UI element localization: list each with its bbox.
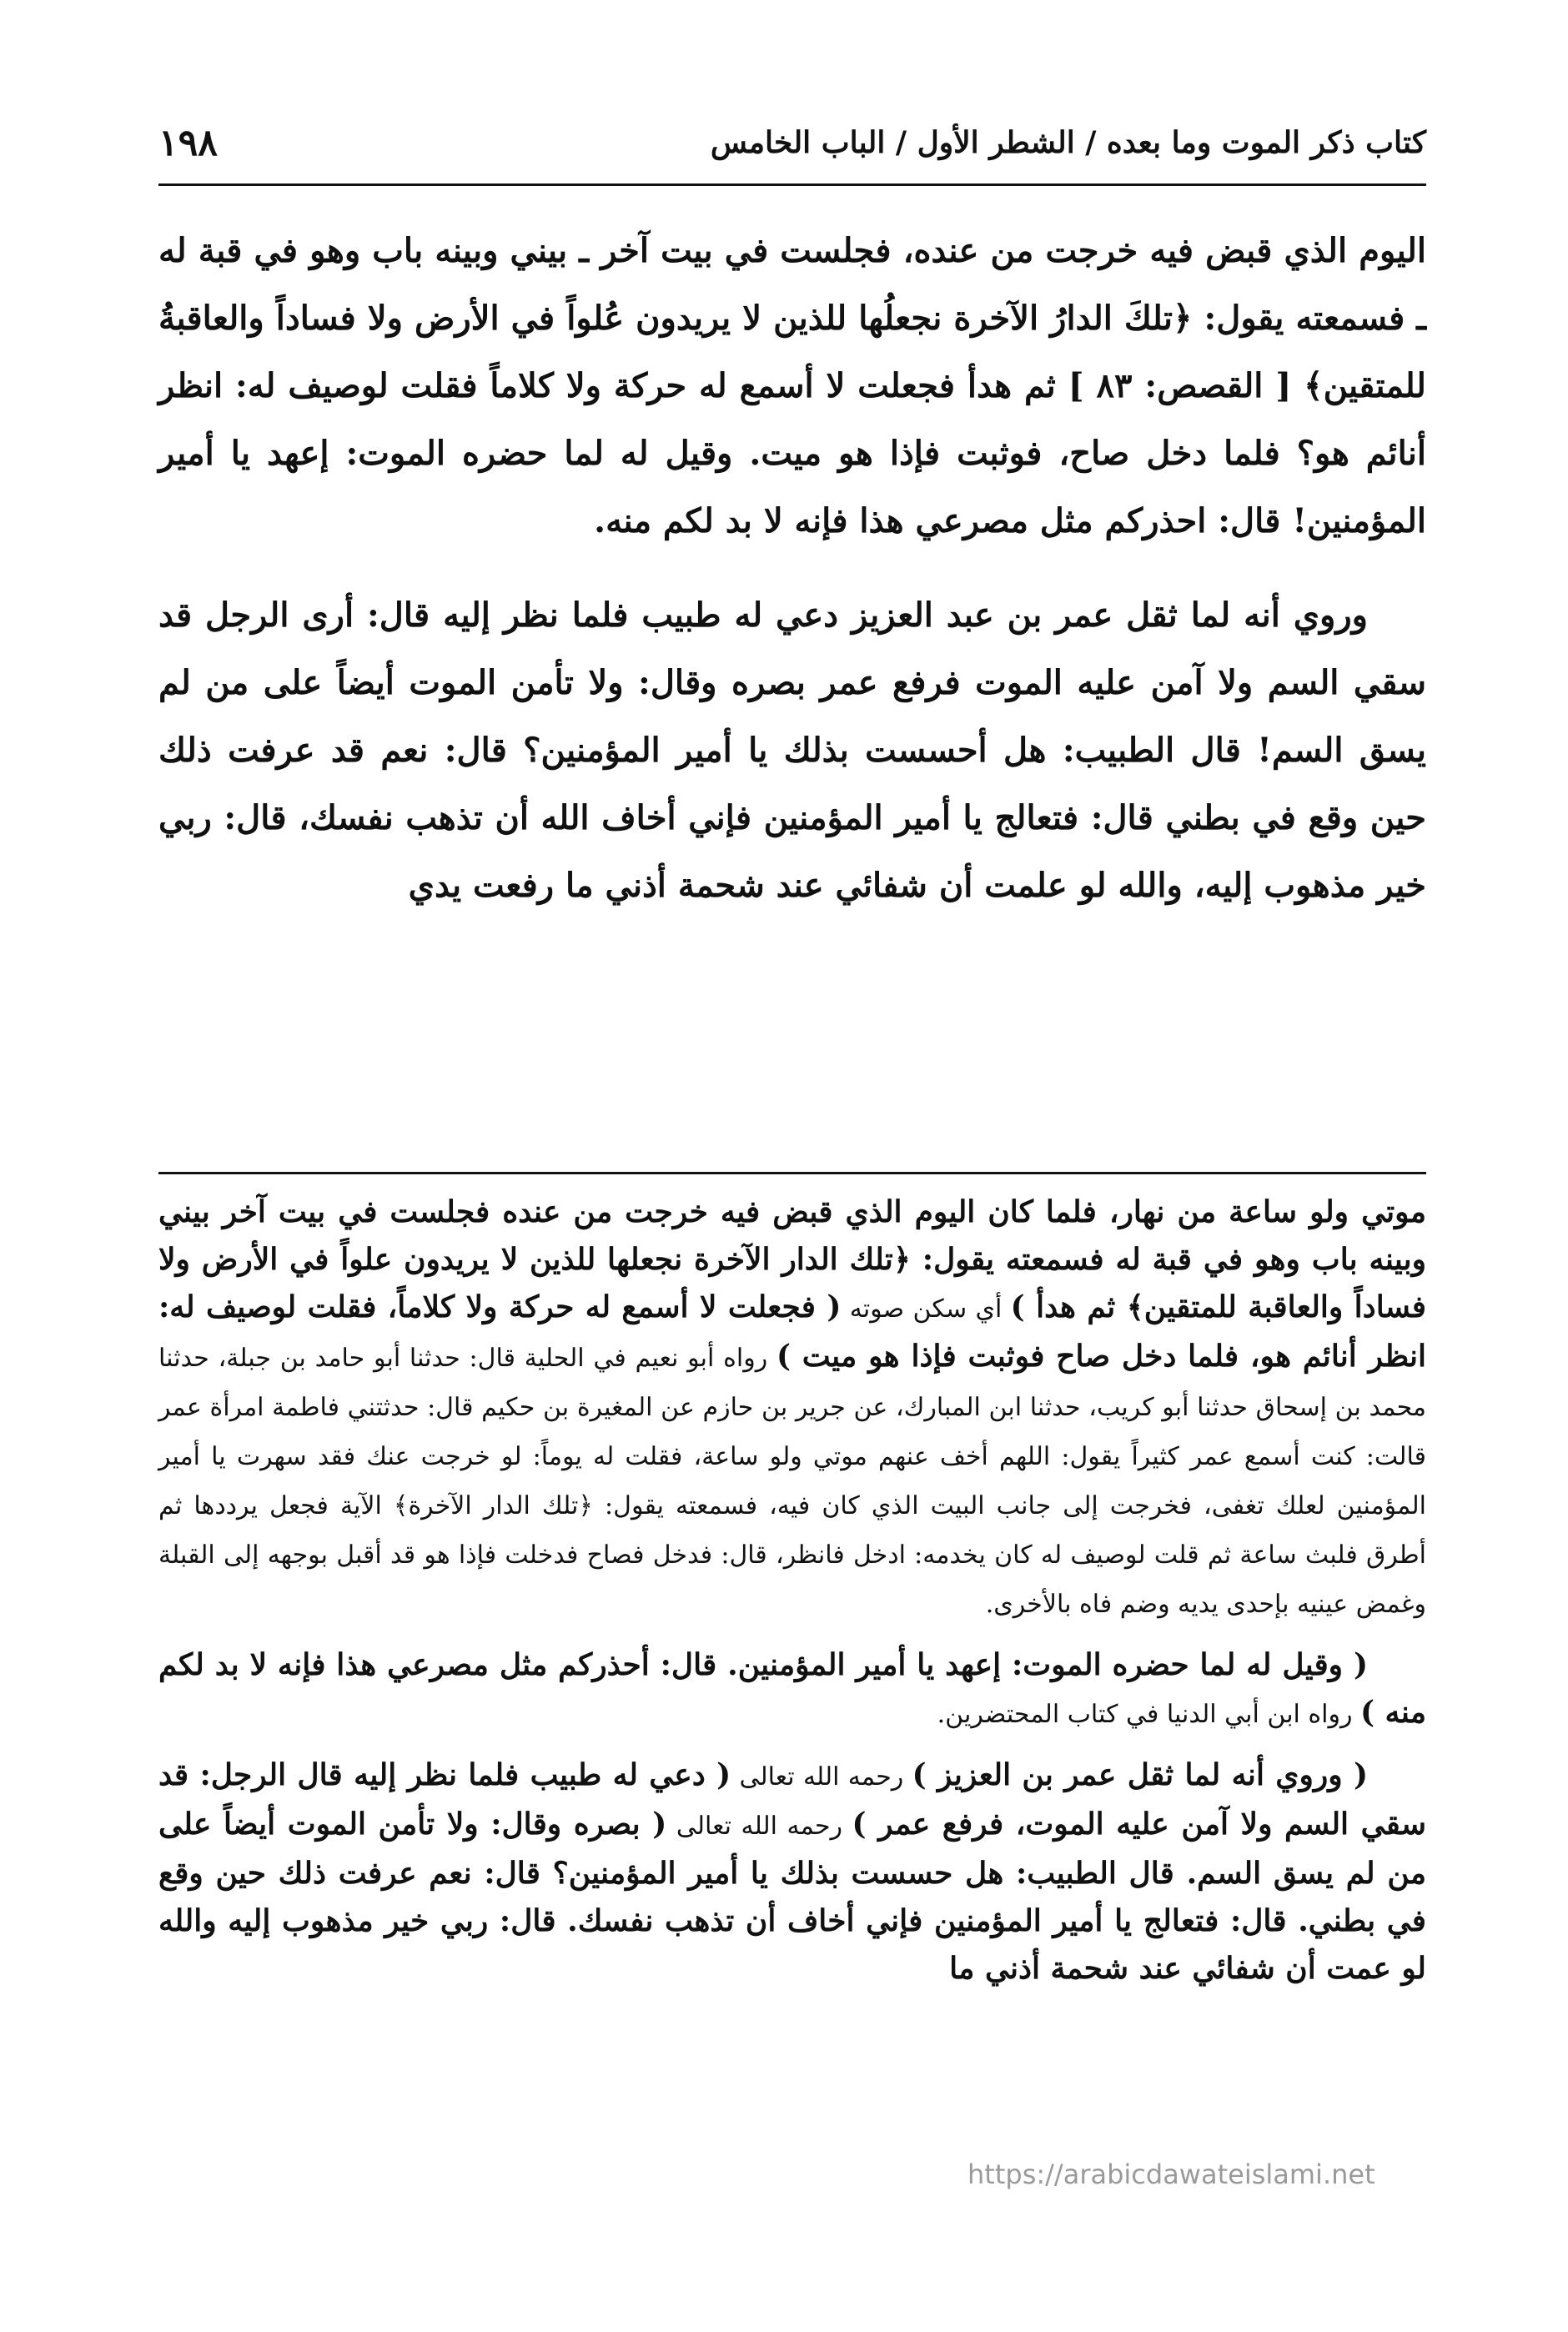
commentary-paragraph	[158, 1752, 1426, 1993]
explanation-text: رحمه الله تعالى	[731, 1762, 912, 1792]
explanation-text: رواه أبو نعيم في الحلية قال: حدثنا أبو حامد بن جبلة، حدثنا محمد بن إسحاق حدثنا أبو كريب، حدثنا ابن المبارك، عن جرير بن حازم عن المغيرة بن حكيم قال: حدثتني فاطمة امرأة عمر قالت: كنت أسمع عمر كثيراً يقول: اللهم أخف عنهم موتي ولو ساعة، فقلت له يوماً: لو خرجت عنك فقد سهرت يا أمير المؤمنين لعلك تغفى، فخرجت إلى جانب البيت الذي كان فيه، فسمعته يقول: ﴿تلك الدار الآخرة﴾ الآية فجعل يرددها ثم أطرق فلبث ساعة ثم قلت لوصيف له كان يخدمه: ادخل فانظر، قال: فدخل فصاح فدخلت فإذا هو قد أقبل بوجهه إلى القبلة وغمض عينيه بإحدى يديه وضم فاه بالأخرى.	[158, 1344, 1426, 1619]
commentary-section	[158, 1189, 1426, 2006]
running-title: كتاب ذكر الموت وما بعده / الشطر الأول / الباب الخامس	[710, 125, 1426, 160]
book-page	[158, 117, 1426, 2285]
quoted-text: ( دعي له طبيب فلما نظر إليه قال الرجل: قد سقي السم ولا آمن عليه الموت، فرفع عمر )	[158, 1757, 1426, 1842]
quoted-text: ( بصره وقال: ولا تأمن الموت أيضاً على من لم يسق السم. قال الطبيب: هل حسست بذلك يا أمير المؤمنين؟ قال: نعم عرفت ذلك حين وقع في بطني. قال: فتعالج يا أمير المؤمنين فإني أخاف أن تذهب نفسك. قال: ربي خير مذهوب إليه والله لو عمت أن شفائي عند شحمة أذني ما	[158, 1807, 1426, 1986]
quoted-text: ( فجعلت لا أسمع له حركة ولا كلاماً، فقلت لوصيف له: انظر أنائم هو، فلما دخل صاح فوثبت فإذا هو ميت )	[158, 1289, 1427, 1374]
main-text	[158, 217, 1426, 946]
explanation-text: رواه ابن أبي الدنيا في كتاب المحتضرين.	[937, 1700, 1360, 1729]
quoted-text: ( وقيل له لما حضره الموت: إعهد يا أمير المؤمنين. قال: أحذركم مثل مصرعي هذا فإنه لا بد لكم منه )	[158, 1647, 1426, 1730]
commentary-paragraph	[158, 1189, 1426, 1628]
quoted-text: موتي ولو ساعة من نهار، فلما كان اليوم الذي قبض فيه خرجت من عنده فجلست في بيت آخر بيني وبينه باب وهو في قبة له فسمعته يقول: ﴿تلك الدار الآخرة نجعلها للذين لا يريدون علواً في الأرض ولا فساداً والعاقبة للمتقين﴾ ثم هدأ )	[158, 1194, 1427, 1324]
page-header	[158, 117, 1426, 186]
page-number: ١٩٨	[158, 122, 218, 164]
watermark-url: https://arabicdawateislami.net	[967, 2159, 1375, 2190]
main-paragraph: وروي أنه لما ثقل عمر بن عبد العزيز دعي له طبيب فلما نظر إليه قال: أرى الرجل قد سقي السم ولا آمن عليه الموت فرفع عمر بصره وقال: ولا تأمن الموت أيضاً على من لم يسق السم! قال الطبيب: هل أحسست بذلك يا أمير المؤمنين؟ قال: نعم قد عرفت ذلك حين وقع في بطني قال: فتعالج يا أمير المؤمنين فإني أخاف الله أن تذهب نفسك، قال: ربي خير مذهوب إليه، والله لو علمت أن شفائي عند شحمة أذني ما رفعت يدي	[158, 596, 1426, 905]
explanation-text: أي سكن صوته	[841, 1294, 1011, 1324]
quoted-text: ( وروي أنه لما ثقل عمر بن العزيز )	[912, 1757, 1368, 1792]
commentary-paragraph	[158, 1641, 1426, 1738]
footnote-divider	[158, 1172, 1426, 1174]
explanation-text: رحمه الله تعالى	[666, 1812, 852, 1841]
main-paragraph: اليوم الذي قبض فيه خرجت من عنده، فجلست في بيت آخر ـ بيني وبينه باب وهو في قبة له ـ فسمعته يقول: ﴿تلكَ الدارُ الآخرة نجعلُها للذين لا يريدون عُلواً في الأرض ولا فساداً والعاقبةُ للمتقين﴾ [ القصص: ٨٣ ] ثم هدأ فجعلت لا أسمع له حركة ولا كلاماً فقلت لوصيف له: انظر أنائم هو؟ فلما دخل صاح، فوثبت فإذا هو ميت. وقيل له لما حضره الموت: إعهد يا أمير المؤمنين! قال: احذركم مثل مصرعي هذا فإنه لا بد لكم منه.	[158, 231, 1426, 540]
